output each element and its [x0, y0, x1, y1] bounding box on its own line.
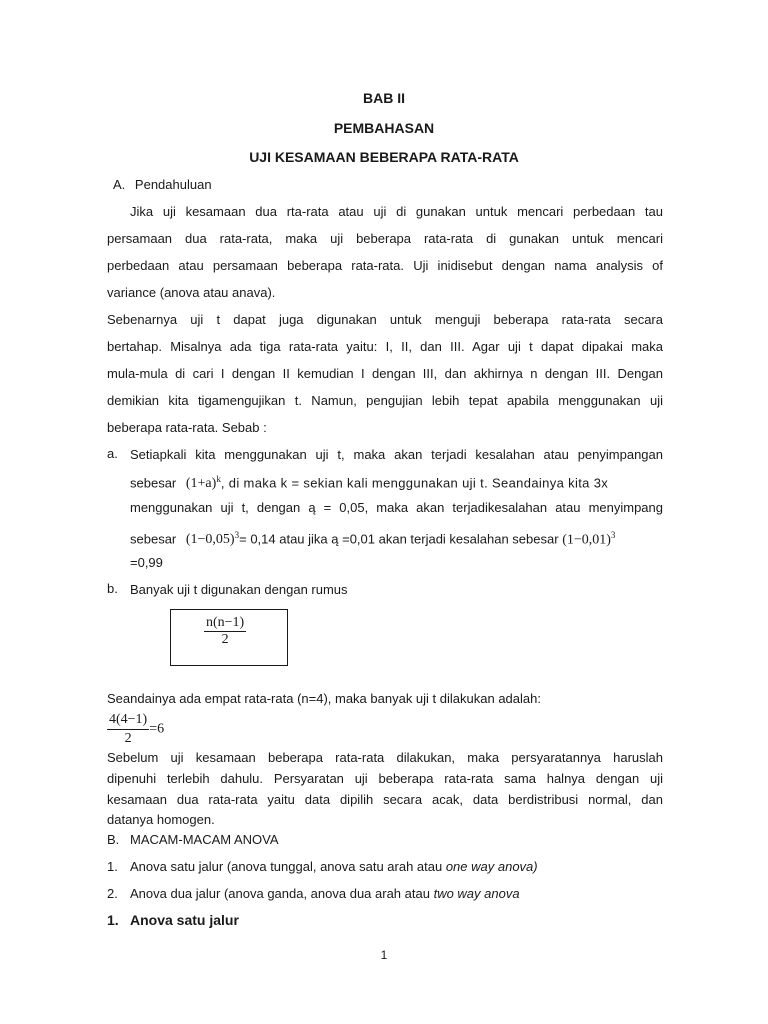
para3-line4: datanya homogen.: [107, 812, 215, 827]
topic-title: UJI KESAMAAN BEBERAPA RATA-RATA: [249, 149, 519, 165]
formula-error-rate: (1+a): [185, 476, 217, 492]
para2-line4: demikian kita tigamengujikan t. Namun, pengujian lebih tepat apabila menggunakan uji: [107, 393, 663, 408]
para2-line2: bertahap. Misalnya ada tiga rata-rata yaitu: I, II, dan III. Agar uji t dapat dipakai maka: [107, 339, 663, 354]
item-a-line4-pre: sebesar: [130, 531, 177, 547]
item-a-line2: [130, 470, 663, 493]
item-a-line3: menggunakan uji t, dengan ą = 0,05, maka akan terjadikesalahan atau menyimpang: [130, 500, 663, 515]
para3-line3: kesamaan dua rata-rata yaitu data dipilih secara acak, data berdistribusi normal, dan: [107, 792, 663, 807]
page-number: 1: [380, 948, 388, 962]
list-item-text: Anova satu jalur (anova tunggal, anova satu arah atau: [130, 859, 446, 874]
formula-alpha-005: (1−0,05): [185, 532, 235, 548]
formula-denominator: 2: [221, 632, 229, 647]
formula-number-of-tests: [204, 615, 246, 648]
formula-alpha-001-exponent: 3: [610, 530, 616, 540]
example-formula: [107, 711, 663, 747]
item-a-line2-pre: sebesar: [130, 475, 177, 491]
list-item-italic: one way anova): [445, 859, 538, 874]
subheading-title: Anova satu jalur: [130, 912, 239, 928]
section-b-heading: [107, 831, 663, 849]
list-item-marker: 2.: [107, 886, 118, 901]
para3-line1: Sebelum uji kesamaan beberapa rata-rata dilakukan, maka persyaratannya haruslah: [107, 750, 663, 765]
para1-line1: Jika uji kesamaan dua rta-rata atau uji di gunakan untuk mencari perbedaan tau: [130, 204, 663, 219]
list-item-content: [130, 885, 520, 903]
item-b-marker: b.: [107, 581, 118, 596]
formula-alpha-005-exponent: 3: [234, 530, 240, 540]
list-item: [107, 858, 663, 876]
list-item-text: Anova dua jalur (anova ganda, anova dua arah atau: [130, 886, 434, 901]
item-a-marker: a.: [107, 446, 118, 461]
chapter-label: BAB II: [363, 90, 405, 106]
section-a-title: Pendahuluan: [134, 177, 212, 192]
example-numerator: 4(4−1): [107, 711, 149, 730]
formula-error-rate-exponent: k: [216, 474, 221, 484]
subheading: [107, 911, 663, 929]
chapter-title: PEMBAHASAN: [333, 120, 435, 136]
section-b-marker: B.: [107, 832, 120, 847]
para3-line2: dipenuhi terlebih dahulu. Persyaratan uji beberapa rata-rata sama halnya dengan uji: [107, 771, 663, 786]
list-item-italic: two way anova: [433, 886, 520, 901]
item-a-line4: [130, 526, 670, 549]
para2-line1: Sebenarnya uji t dapat juga digunakan untuk menguji beberapa rata-rata secara: [107, 312, 663, 327]
subheading-marker: 1.: [107, 912, 119, 928]
para1-line4: variance (anova atau anava).: [107, 285, 276, 300]
list-item-content: [130, 858, 538, 876]
para1-line3: perbedaan atau persamaan beberapa rata-rata. Uji inidisebut dengan nama analysis of: [107, 258, 663, 273]
para1-line2: persamaan dua rata-rata, maka uji beberapa rata-rata di gunakan untuk mencari: [107, 231, 663, 246]
para2-line3: mula-mula di cari I dengan II kemudian I dengan III, dan akhirnya n dengan III. Dengan: [107, 366, 663, 381]
formula-box: [170, 609, 288, 666]
item-a-line5: =0,99: [130, 555, 163, 570]
example-text: Seandainya ada empat rata-rata (n=4), maka banyak uji t dilakukan adalah:: [107, 691, 541, 706]
item-a-line4-mid: = 0,14 atau jika ą =0,01 akan terjadi kesalahan sebesar: [239, 531, 559, 547]
item-b-text: Banyak uji t digunakan dengan rumus: [130, 582, 348, 597]
example-result: =6: [149, 721, 165, 737]
list-item-marker: 1.: [107, 859, 118, 874]
item-a-line1: Setiapkali kita menggunakan uji t, maka akan terjadi kesalahan atau penyimpangan: [130, 447, 663, 462]
example-denominator: 2: [124, 731, 132, 746]
section-b-title: MACAM-MACAM ANOVA: [130, 832, 279, 847]
formula-alpha-001: (1−0,01): [562, 532, 611, 548]
section-a-heading: [113, 176, 669, 194]
section-a-marker: A.: [113, 177, 126, 192]
list-item: [107, 885, 663, 903]
item-a-line2-post: , di maka k = sekian kali menggunakan uji t. Seandainya kita 3x: [220, 475, 609, 491]
para2-line5: beberapa rata-rata. Sebab :: [107, 420, 267, 435]
formula-numerator: n(n−1): [206, 615, 245, 630]
example-fraction: [107, 711, 149, 748]
